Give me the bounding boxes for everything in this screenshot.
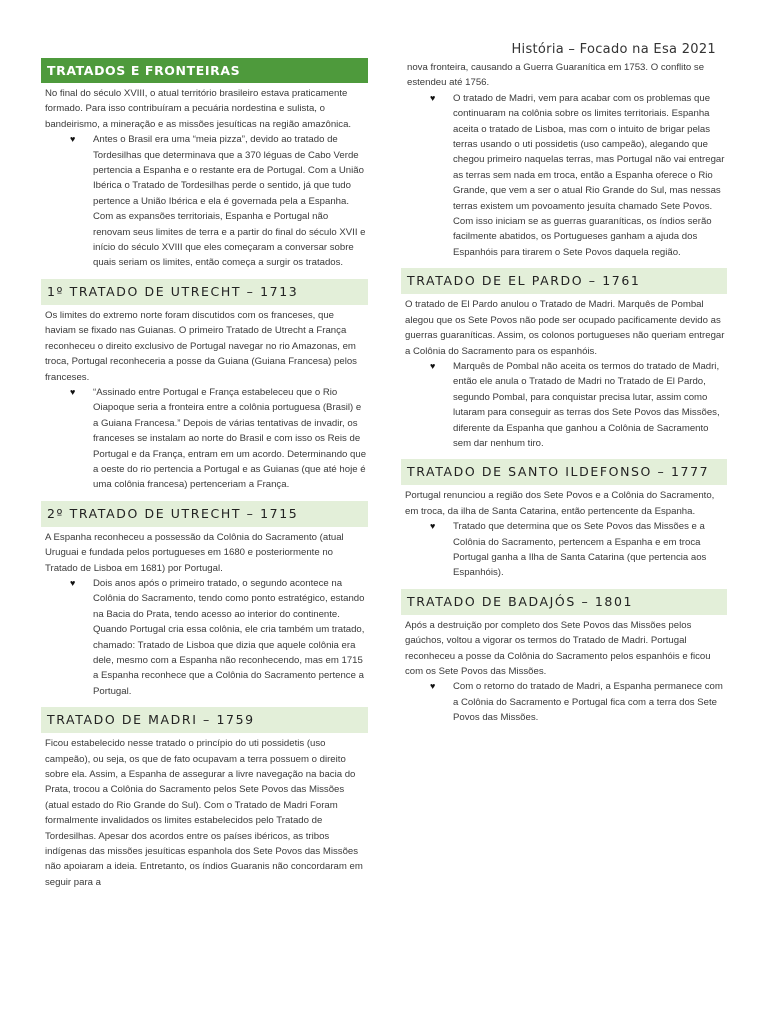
section-paragraph: Ficou estabelecido nesse tratado o princípio do uti possidetis (uso campeão), ou seja, os que de fato ocupavam a terra possuem o direito sobre ela. Assim, a Espanha de assegurar a livre navegação na bacia do Prata, trocou a Colônia do Sacramento pelos Sete Povos das Missões (atual estado do Rio Grande do Sul). Com o Tratado de Madri Foram formalmente invalidados os limites estabelecidos pelo Tratado de Tordesilhas. Apesar dos acordos entre os países ibéricos, as tribos indígenas das missões jesuíticas espanhola dos Sete Povos das Missões não apoiaram a ideia. Entretanto, os índios Guaranis não concordaram em seguir para a bbox=[45, 738, 363, 888]
section-tratado-badajos bbox=[401, 589, 727, 726]
section-tratado-santo-ildefonso bbox=[401, 459, 727, 580]
left-column bbox=[41, 58, 368, 890]
bullet-item bbox=[430, 91, 727, 260]
heart-icon: ♥ bbox=[70, 134, 76, 145]
bullet-text: Marquês de Pombal não aceita os termos do tratado de Madri, então ele anula o Tratado de Madri no Tratado de El Pardo, segundo Pombal, para conquistar precisa lutar, assim como lutaram para conseguir as terras dos Sete Povos das Missões, diferente da Espanha que ganhou a Colônia de Sacramento sem dar nenhum tiro. bbox=[453, 360, 720, 449]
section-heading: TRATADOS E FRONTEIRAS bbox=[41, 58, 368, 83]
section-paragraph: Após a destruição por completo dos Sete Povos das Missões pelos gaúchos, voltou a vigorar os termos do Tratado de Madri. Portugal reconheceu a posse da Colônia do Sacramento pelos espanhóis e ficou com os Sete Povos das Missões. bbox=[405, 619, 711, 677]
section-heading: TRATADO DE BADAJÓS – 1801 bbox=[401, 589, 727, 615]
bullet-text: Com o retorno do tratado de Madri, a Espanha permanece com a Colônia do Sacramento e Portugal fica com a terra dos Sete Povos das Missões. bbox=[453, 681, 723, 724]
section-paragraph: A Espanha reconheceu a possessão da Colônia do Sacramento (atual Uruguai e fundada pelos portugueses em 1680 e posteriormente no Tratado de Lisboa em 1681) por Portugal. bbox=[45, 531, 344, 574]
section-paragraph: Portugal renunciou a região dos Sete Povos e a Colônia do Sacramento, em troca, da ilha de Santa Catarina, então pertencente da Espanha. bbox=[405, 490, 715, 517]
heart-icon: ♥ bbox=[430, 92, 436, 103]
bullet-item bbox=[70, 132, 368, 271]
bullet-item bbox=[430, 679, 727, 725]
bullet-item bbox=[430, 359, 727, 451]
continuation-paragraph: nova fronteira, causando a Guerra Guaranítica em 1753. O conflito se estendeu até 1756. bbox=[407, 62, 705, 89]
section-paragraph: O tratado de El Pardo anulou o Tratado de Madri. Marquês de Pombal alegou que os Sete Povos não pode ser ocupado pacificamente devido as guerras guaraníticas. Assim, os colonos portugueses não queriam entregar a Colônia do Sacramento para os espanhóis. bbox=[405, 299, 725, 357]
section-heading: 2º TRATADO DE UTRECHT – 1715 bbox=[41, 501, 368, 527]
bullet-text: Dois anos após o primeiro tratado, o segundo acontece na Colônia do Sacramento, tendo como ponto estratégico, estando na Bacia do Prata, tendo acesso ao interior do continente. Quando Portugal cria essa colônia, ele cria também um tratado, chamado: Tratado de Lisboa que dizia que aquele colônia era dele, mesmo com a Espanha não reconhecendo, mas em 1715 a Espanha reconhece que a Colônia do Sacramento pertence a Portugal. bbox=[93, 577, 365, 697]
bullet-text: O tratado de Madri, vem para acabar com os problemas que continuaram na colônia sobre os limites territoriais. Espanha aceita o tratado de Lisboa, mas com o intuito de brigar pelas terras usando o uti possidetis (uso campeão), alegando que chegou primeiro naquelas terras, mas Portugal não vai entregar as terras sem nada em troca, então a Espanha oferece o Rio Grande, que vem a ser o atual Rio Grande do Sul, mas nessas terras existem um povoamento jesuíta chamado Sete Povos. Com isso iniciam se as guerras guaraníticas, os índios serão facilmente abatidos, os Portugueses ganham a ajuda dos Espanhóis para tirarem o Sete Povos daquela região. bbox=[453, 92, 725, 258]
section-2-tratado-utrecht bbox=[41, 501, 368, 699]
heart-icon: ♥ bbox=[70, 386, 76, 397]
section-paragraph: No final do século XVIII, o atual território brasileiro estava praticamente formado. Para isso contribuíram a pecuária nordestina e sulista, o bandeirismo, a mineração e as missões jesuíticas na região amazônica. bbox=[45, 88, 352, 130]
right-column bbox=[401, 58, 727, 726]
heart-icon: ♥ bbox=[70, 577, 76, 588]
section-heading: TRATADO DE MADRI – 1759 bbox=[41, 707, 368, 733]
bullet-item bbox=[430, 519, 727, 581]
section-paragraph: Os limites do extremo norte foram discutidos com os franceses, que haviam se fixado nas Guianas. O primeiro Tratado de Utrecht a França reconheceu o direito exclusivo de Portugal navegar no rio Amazonas, em troca, Portugal reconheceria a posse da Guiana (Guiana Francesa) pelos franceses. bbox=[45, 309, 357, 383]
heart-icon: ♥ bbox=[430, 681, 436, 692]
section-tratado-el-pardo bbox=[401, 268, 727, 451]
section-tratados-e-fronteiras bbox=[41, 58, 368, 271]
bullet-text: Tratado que determina que os Sete Povos das Missões e a Colônia do Sacramento, pertencem a Espanha e em troca Portugal ganha a Ilha de Santa Catarina (que pertencia aos Espanhóis). bbox=[453, 521, 707, 579]
section-heading: 1º TRATADO DE UTRECHT – 1713 bbox=[41, 279, 368, 305]
section-heading: TRATADO DE EL PARDO – 1761 bbox=[401, 268, 727, 294]
bullet-item bbox=[70, 385, 368, 493]
bullet-item bbox=[70, 576, 368, 699]
bullet-text: “Assinado entre Portugal e França estabeleceu que o Rio Oiapoque seria a fronteira entre a colônia portuguesa (Brasil) e a Guiana Francesa.” Depois de várias tentativas de invadir, os franceses se instalam ao norte do Brasil e com isso os Reis de Portugal e da França, entram em um acordo. Determinando que a oeste do rio pertencia a Portugal e as Guianas (que até hoje é uma colônia francesa) pertenceriam a França. bbox=[93, 386, 367, 491]
section-tratado-madri bbox=[41, 707, 368, 890]
section-1-tratado-utrecht bbox=[41, 279, 368, 493]
bullet-text: Antes o Brasil era uma “meia pizza”, devido ao tratado de Tordesilhas que determinava que a 370 léguas de Cabo Verde pertencia a Espanha e o restante era de Portugal. Com a União Ibérica o Tratado de Tordesilhas perde o sentido, já que tudo pertence a União Ibérica e ela é governada pela a Espanha. Com as expansões territoriais, Espanha e Portugal não renovam seus limites de terra e a partir do final do século XVII e início do século XVIII que eles começaram a conversar sobre quais seriam os limites, então começa a surgir os tratados. bbox=[93, 134, 366, 269]
page-header-title: História – Focado na Esa 2021 bbox=[511, 42, 716, 57]
section-heading: TRATADO DE SANTO ILDEFONSO – 1777 bbox=[401, 459, 727, 485]
heart-icon: ♥ bbox=[430, 360, 436, 371]
heart-icon: ♥ bbox=[430, 521, 436, 532]
